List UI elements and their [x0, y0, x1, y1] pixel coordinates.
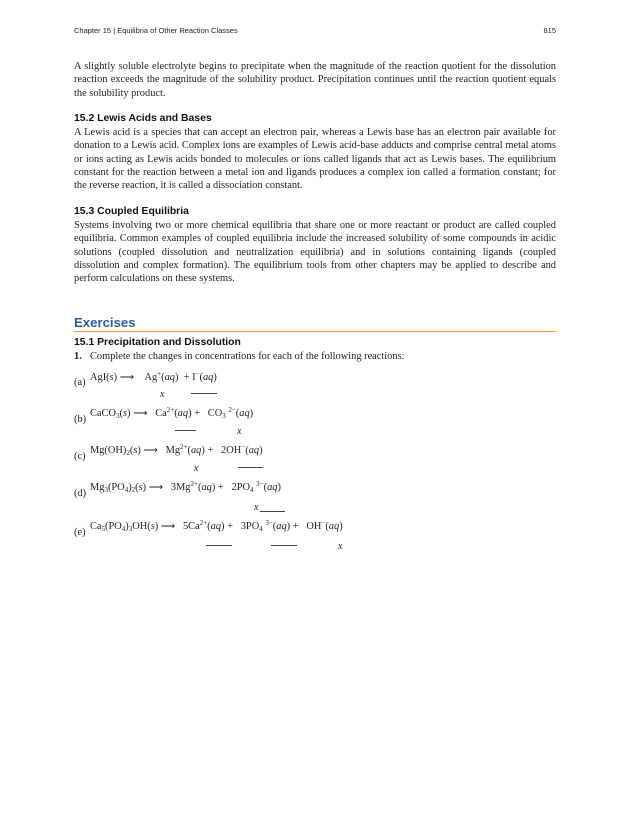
question-number: 1. [74, 351, 82, 362]
reaction-arrow: ⟶ [143, 445, 158, 456]
answer-blank [191, 393, 217, 394]
x-label: x [160, 389, 165, 400]
reaction-e: $Ca_5(PO_4)_3OH(s)$ ⟶ $5Ca^{2+}(aq) + 3PO_4$ $^{3-}$(aq) + OH−(aq) [90, 519, 343, 533]
x-label: x [237, 426, 242, 437]
x-label: x [194, 463, 199, 474]
reaction-b: CaCO$_3$(s) ⟶ $Ca^{2+}(aq) + CO_3$ $^{2-}$(aq) [90, 406, 254, 420]
answer-blank [175, 430, 196, 431]
section-heading-15-2: 15.2 Lewis Acids and Bases [74, 113, 212, 124]
exercises-divider [74, 331, 556, 332]
intro-paragraph: A slightly soluble electrolyte begins to precipitate when the magnitude of the reaction quotient for the dissolution reaction exceeds the magnitude of the solubility product. Precipitation continues until the reaction quotient equals the solubility product. [74, 61, 556, 99]
section-15-2-body: A Lewis acid is a species that can accept an electron pair, whereas a Lewis base has an electron pair available for donation to a Lewis acid. Complex ions are examples of Lewis acid-base adducts and comprise central metal atoms or ions acting as Lewis acids bonded to molecules or ions called ligands that act as Lewis bases. The equilibrium constant for the reaction between a metal ion and ligands produces a complex ion called a formation constant; for the reverse reaction, it is called a dissociation constant. [74, 127, 556, 192]
exercises-title: Exercises [74, 315, 136, 330]
answer-blank [238, 467, 263, 468]
part-label-d: (d) [74, 488, 87, 499]
exercise-subheading: 15.1 Precipitation and Dissolution [74, 337, 241, 348]
reaction-d: $Mg_3(PO_4)_2(s)$ ⟶ $3Mg^{2+}(aq) + 2PO_4$ $^{3-}$(aq) [90, 480, 281, 494]
answer-blank [206, 545, 232, 546]
answer-blank [260, 511, 285, 512]
part-label-c: (c) [74, 451, 86, 462]
question-text: Complete the changes in concentrations for each of the following reactions: [90, 351, 405, 362]
running-header [74, 26, 556, 38]
reaction-arrow: ⟶ [119, 372, 135, 383]
answer-blank [271, 545, 297, 546]
reaction-arrow: ⟶ [133, 408, 148, 419]
part-label-b: (b) [74, 414, 87, 425]
reaction-c: $Mg(OH)_2(s)$ ⟶ $Mg^{2+}(aq) + 2OH^-(aq)$ [90, 443, 263, 457]
x-label: x [254, 502, 259, 513]
x-label: x [338, 541, 343, 552]
reaction-arrow: ⟶ [148, 482, 164, 493]
section-heading-15-3: 15.3 Coupled Equilibria [74, 206, 189, 217]
chapter-title: Chapter 15 | Equilibria of Other Reaction Classes [74, 26, 238, 35]
part-label-e: (e) [74, 527, 86, 538]
reaction-a: AgI(s) ⟶ Ag+(aq) + I−(aq) [90, 370, 217, 383]
reaction-arrow: ⟶ [160, 521, 176, 532]
page-number: 815 [543, 26, 556, 35]
section-15-3-body: Systems involving two or more chemical equilibria that share one or more reactant or product are called coupled equilibria. Common examples of coupled equilibria include the increased solubility of some compounds in acidic solutions (coupled dissolution and neutralization equilibria) and in solutions containing ligands (coupled dissolution and complex formation). The equilibrium tools from other chapters may be applied to describe and perform calculations on these systems. [74, 220, 556, 285]
part-label-a: (a) [74, 377, 86, 388]
